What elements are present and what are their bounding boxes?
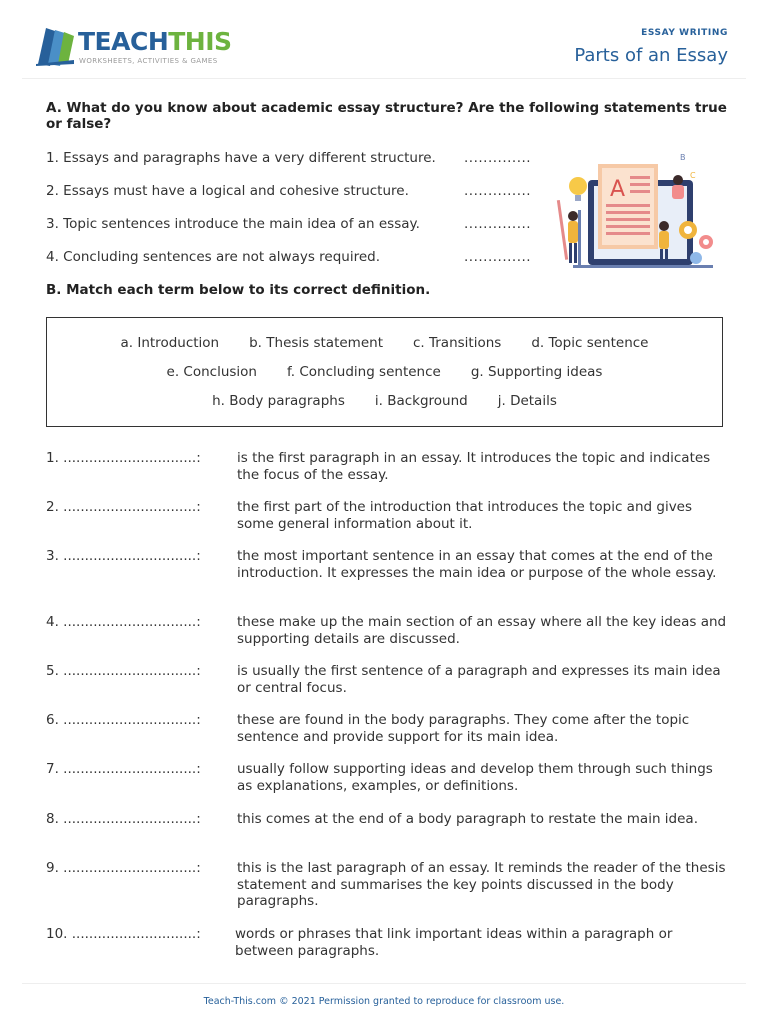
statement-text: 3. Topic sentences introduce the main idea of an essay. [46,216,420,232]
answer-blank[interactable]: .............. [464,216,532,232]
copyright-footer[interactable]: Teach-This.com © 2021 Permission granted to reproduce for classroom use. [203,996,565,1007]
statement-text: 2. Essays must have a logical and cohesive structure. [46,183,409,199]
term-item: j. Details [497,393,557,409]
definition-answer-blank[interactable]: 10. .............................: [46,926,201,942]
definition-answer-blank[interactable]: 3. ...............................: [46,548,201,564]
term-item: d. Topic sentence [531,335,649,351]
definition-answer-blank[interactable]: 7. ...............................: [46,761,201,777]
term-item: h. Body paragraphs [212,393,345,409]
svg-text:C: C [690,171,696,180]
terms-row [47,335,722,351]
term-item: f. Concluding sentence [287,364,441,380]
category-label: ESSAY WRITING [641,28,728,38]
section-b-instruction: B. Match each term below to its correct definition. [46,282,431,298]
statement-item [46,150,546,183]
terms-box [46,317,723,427]
term-item: c. Transitions [412,335,502,351]
definition-text: this comes at the end of a body paragraph to restate the main idea. [237,811,698,827]
definition-text: these are found in the body paragraphs. They come after the topic sentence and provide support for its main idea. [237,712,690,745]
definition-answer-blank[interactable]: 8. ...............................: [46,811,201,827]
term-item: g. Supporting ideas [470,364,603,380]
statement-item [46,249,546,282]
definition-answer-blank[interactable]: 2. ...............................: [46,499,201,515]
definition-answer-blank[interactable]: 5. ...............................: [46,663,201,679]
page-header [0,0,768,80]
definition-text: this is the last paragraph of an essay. It reminds the reader of the thesis statement and summarises the key points discussed in the body paragraphs. [237,860,726,909]
definition-text: is usually the first sentence of a paragraph and expresses its main idea or central focus. [237,663,721,696]
logo-tagline: WORKSHEETS, ACTIVITIES & GAMES [79,57,218,65]
book-logo-icon [36,24,76,66]
page-title: Parts of an Essay [574,45,728,66]
definition-text: the most important sentence in an essay that comes at the end of the introduction. It expresses the main idea or purpose of the whole essay. [237,548,717,581]
term-item: a. Introduction [120,335,220,351]
footer-divider [22,983,746,984]
definition-answer-blank[interactable]: 6. ...............................: [46,712,201,728]
statement-item [46,216,546,249]
terms-row [47,393,722,409]
teach-this-logo[interactable] [36,24,236,70]
definition-text: words or phrases that link important ideas within a paragraph or between paragraphs. [235,926,673,959]
terms-row [47,364,722,380]
true-false-statements [46,150,546,282]
answer-blank[interactable]: .............. [464,150,532,166]
term-item: b. Thesis statement [249,335,383,351]
section-a-instruction: A. What do you know about academic essay structure? Are the following statements true or false? [46,100,727,132]
definition-answer-blank[interactable]: 1. ...............................: [46,450,201,466]
logo-wordmark: TEACHTHIS [78,27,232,56]
answer-blank[interactable]: .............. [464,249,532,265]
svg-text:A: A [610,177,626,202]
definition-answer-blank[interactable]: 9. ...............................: [46,860,201,876]
statement-item [46,183,546,216]
term-item: e. Conclusion [166,364,257,380]
statement-text: 1. Essays and paragraphs have a very different structure. [46,150,436,166]
term-item: i. Background [374,393,468,409]
essay-writing-illustration-icon [548,150,723,275]
definition-text: is the first paragraph in an essay. It introduces the topic and indicates the focus of the essay. [237,450,711,483]
definition-answer-blank[interactable]: 4. ...............................: [46,614,201,630]
header-divider [22,78,746,79]
definition-text: the first part of the introduction that introduces the topic and gives some general information about it. [237,499,693,532]
statement-text: 4. Concluding sentences are not always required. [46,249,381,265]
definition-text: these make up the main section of an essay where all the key ideas and supporting details are discussed. [237,614,727,647]
answer-blank[interactable]: .............. [464,183,532,199]
definition-text: usually follow supporting ideas and develop them through such things as explanations, examples, or definitions. [237,761,713,794]
svg-text:B: B [680,153,686,162]
